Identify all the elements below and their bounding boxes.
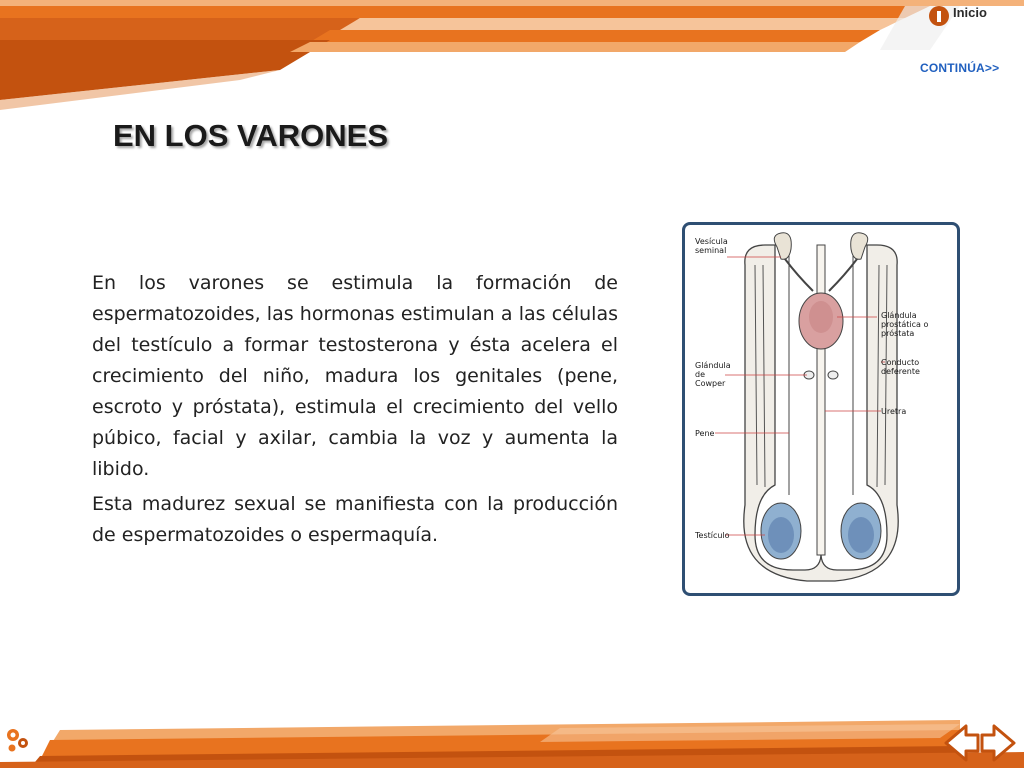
paragraph-2: Esta madurez sexual se manifiesta con la producción de espermatozoides o espermaquía. <box>92 493 618 546</box>
anatomy-diagram <box>682 222 960 596</box>
label-cowper: Glándula de Cowper <box>695 361 731 388</box>
label-vesicula: Vesícula seminal <box>695 237 728 255</box>
page-title: EN LOS VARONES <box>113 118 389 153</box>
label-pene: Pene <box>695 429 715 438</box>
nav-arrows <box>944 722 1016 764</box>
paragraph-1: En los varones se estimula la formación de espermatozoides, las hormonas estimulan a las células del testículo a formar testosterona y ésta acelera el crecimiento del niño, madura los genitales (pene, escroto y próstata), estimula el crecimiento del vello púbico, facial y axilar, cambia la voz y aumenta la libido. <box>92 272 618 480</box>
top-banner <box>0 0 1024 110</box>
bottom-banner <box>0 700 1024 768</box>
logo-icon[interactable] <box>4 726 32 759</box>
inicio-icon <box>929 6 949 26</box>
label-testiculo: Testículo <box>695 531 730 540</box>
label-deferente: Conducto deferente <box>881 358 920 376</box>
inicio-button[interactable] <box>929 6 987 26</box>
continue-link[interactable]: CONTINÚA>> <box>920 61 1000 75</box>
back-arrow-icon[interactable] <box>946 726 978 760</box>
label-prostata: Glándula prostática o próstata <box>881 311 929 338</box>
body-text <box>92 268 618 555</box>
inicio-label: Inicio <box>953 4 987 20</box>
forward-arrow-icon[interactable] <box>982 726 1014 760</box>
label-uretra: Uretra <box>881 407 907 416</box>
